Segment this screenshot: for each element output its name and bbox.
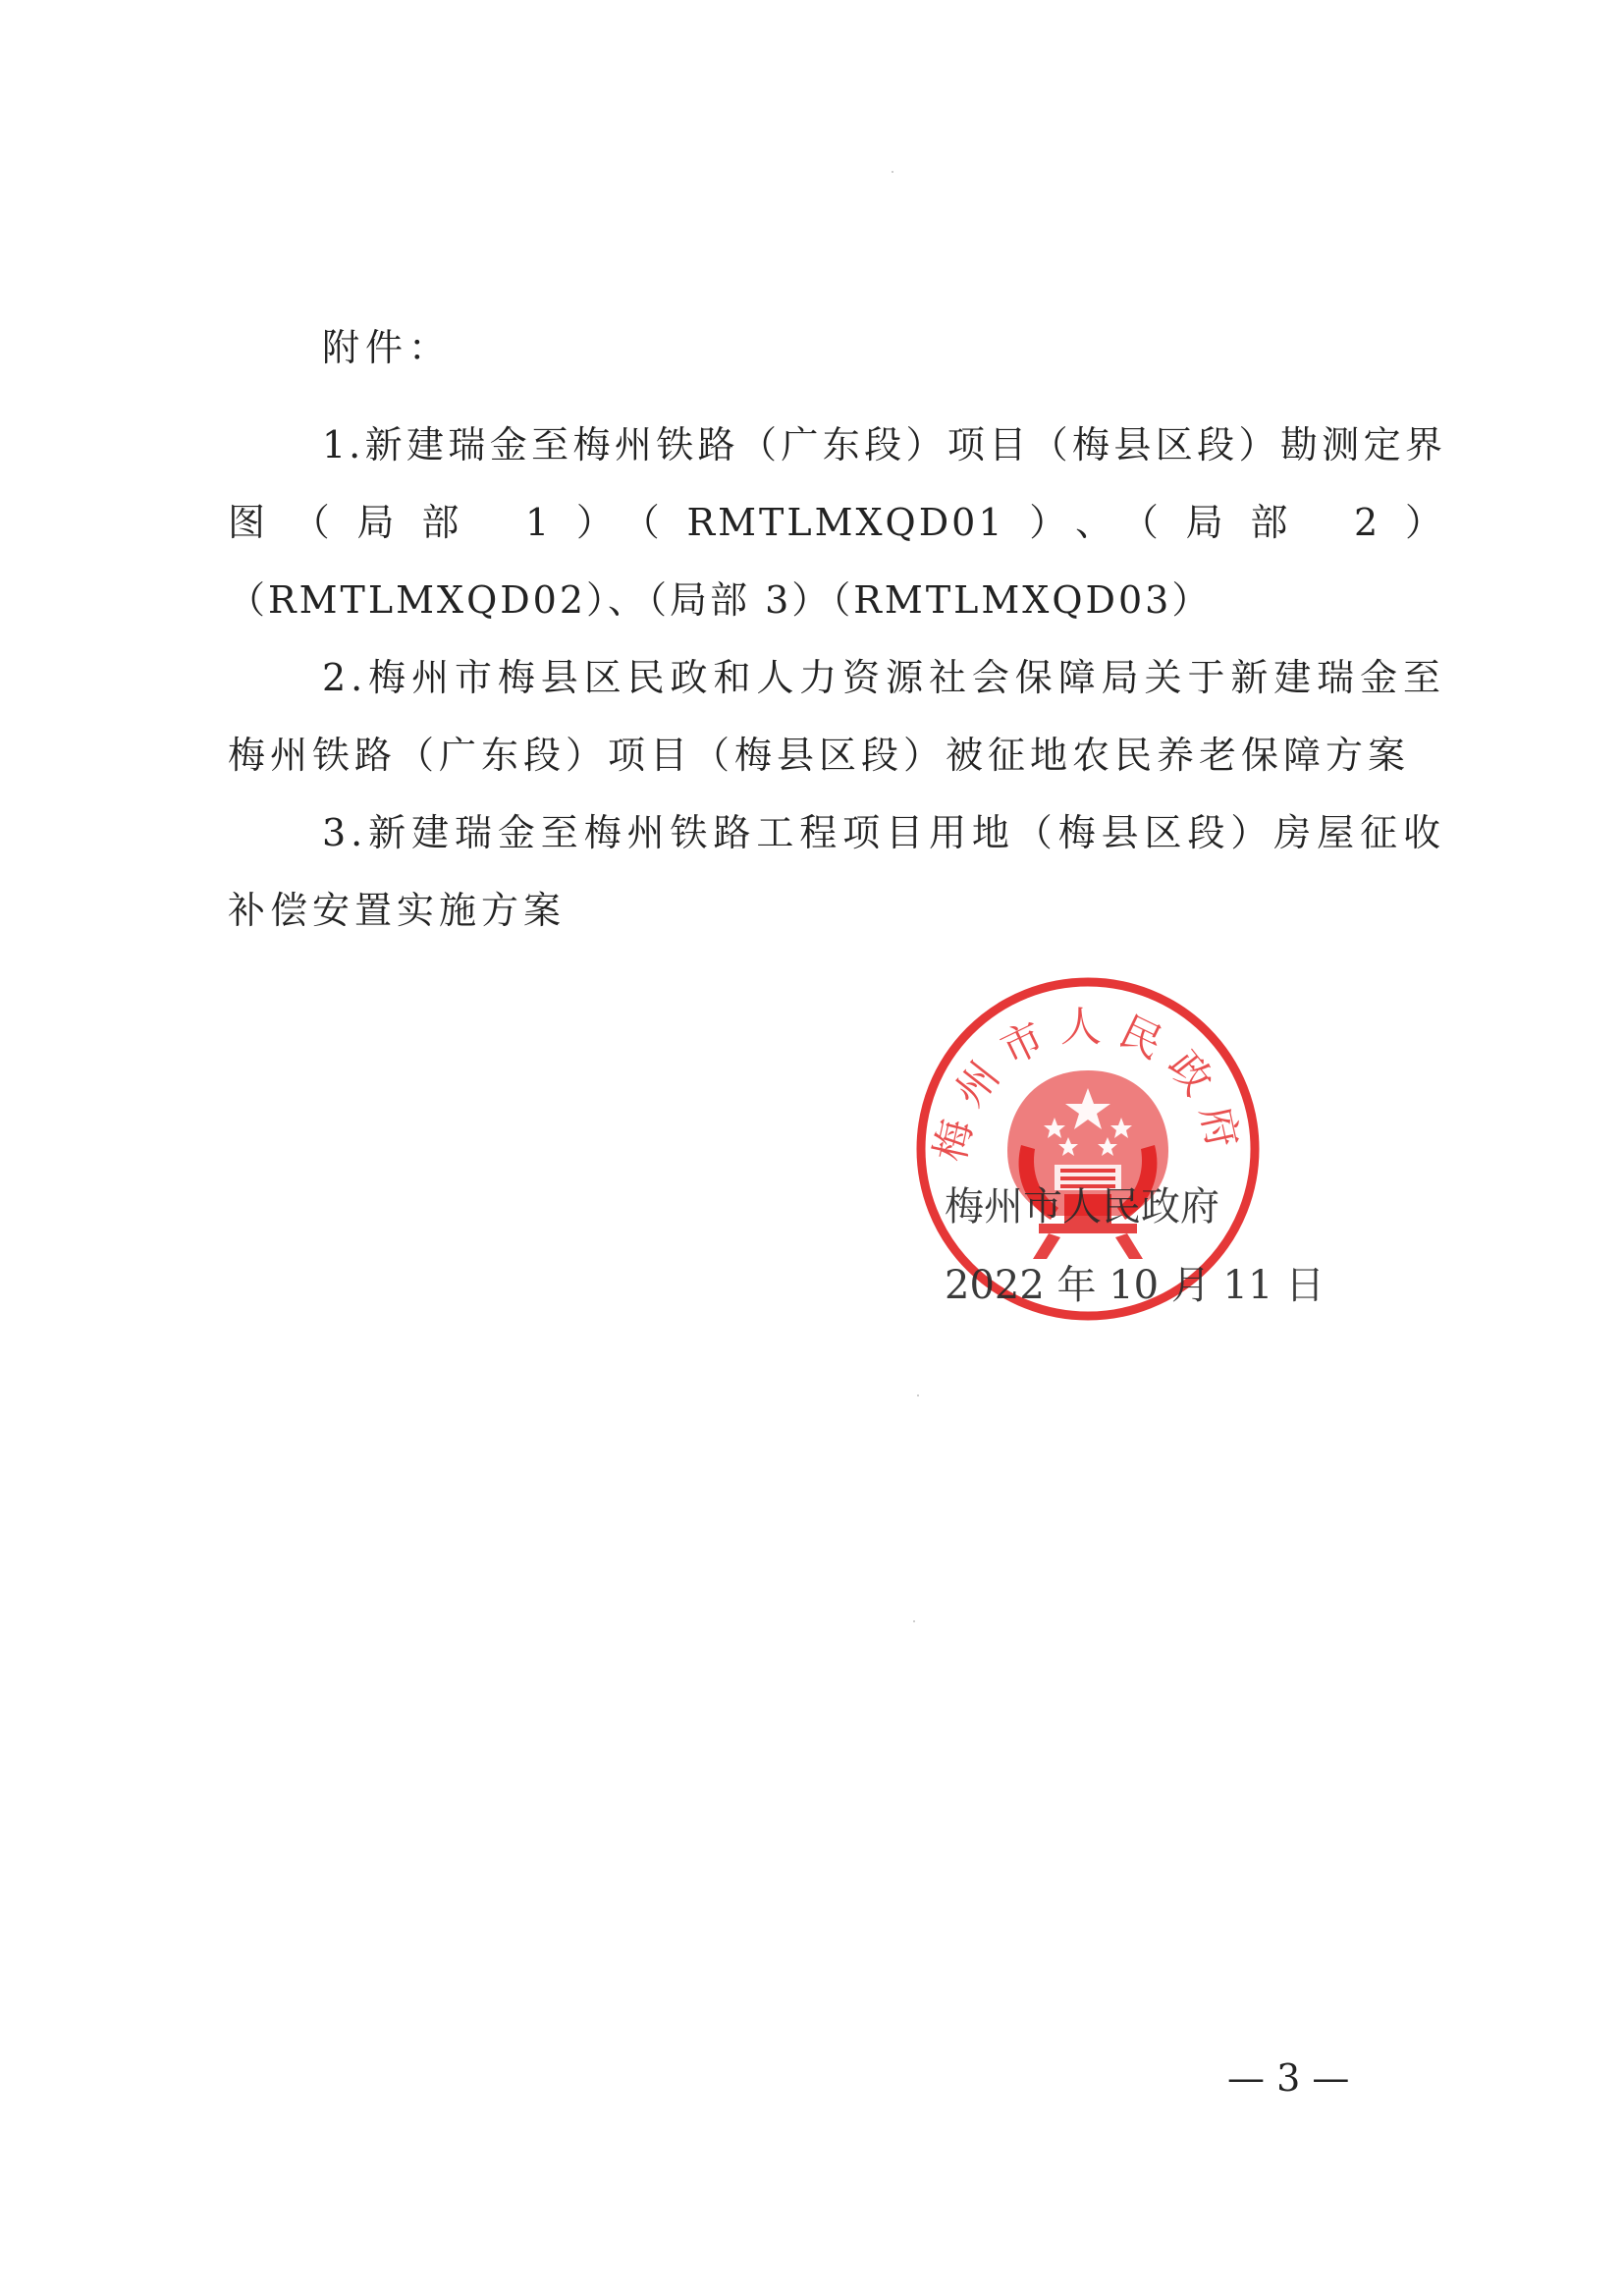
issue-date: 2022 年 10 月 11 日 [945,1263,1325,1308]
seal-lettering: 梅州市人民政府 [925,1002,1251,1167]
attachments-list [228,407,1445,950]
scan-speck [892,171,893,173]
attachment-item-3: 3.新建瑞金至梅州铁路工程项目用地（梅县区段）房屋征收补偿安置实施方案 [228,811,1445,932]
scan-speck [917,1394,919,1396]
attachments-heading: 附件： [322,326,453,369]
page-number: — 3 — [1227,2056,1350,2100]
attachment-item-1: 1.新建瑞金至梅州铁路（广东段）项目（梅县区段）勘测定界图（局部 1）（RMTLMXQD01）、（局部 2）（RMTLMXQD02）、（局部 3）（RMTLMXQD03） [228,423,1445,622]
scan-speck [913,1620,915,1622]
issuing-authority: 梅州市人民政府 [945,1184,1219,1230]
attachment-item-2: 2.梅州市梅县区民政和人力资源社会保障局关于新建瑞金至梅州铁路（广东段）项目（梅县区段）被征地农民养老保障方案 [228,656,1445,777]
